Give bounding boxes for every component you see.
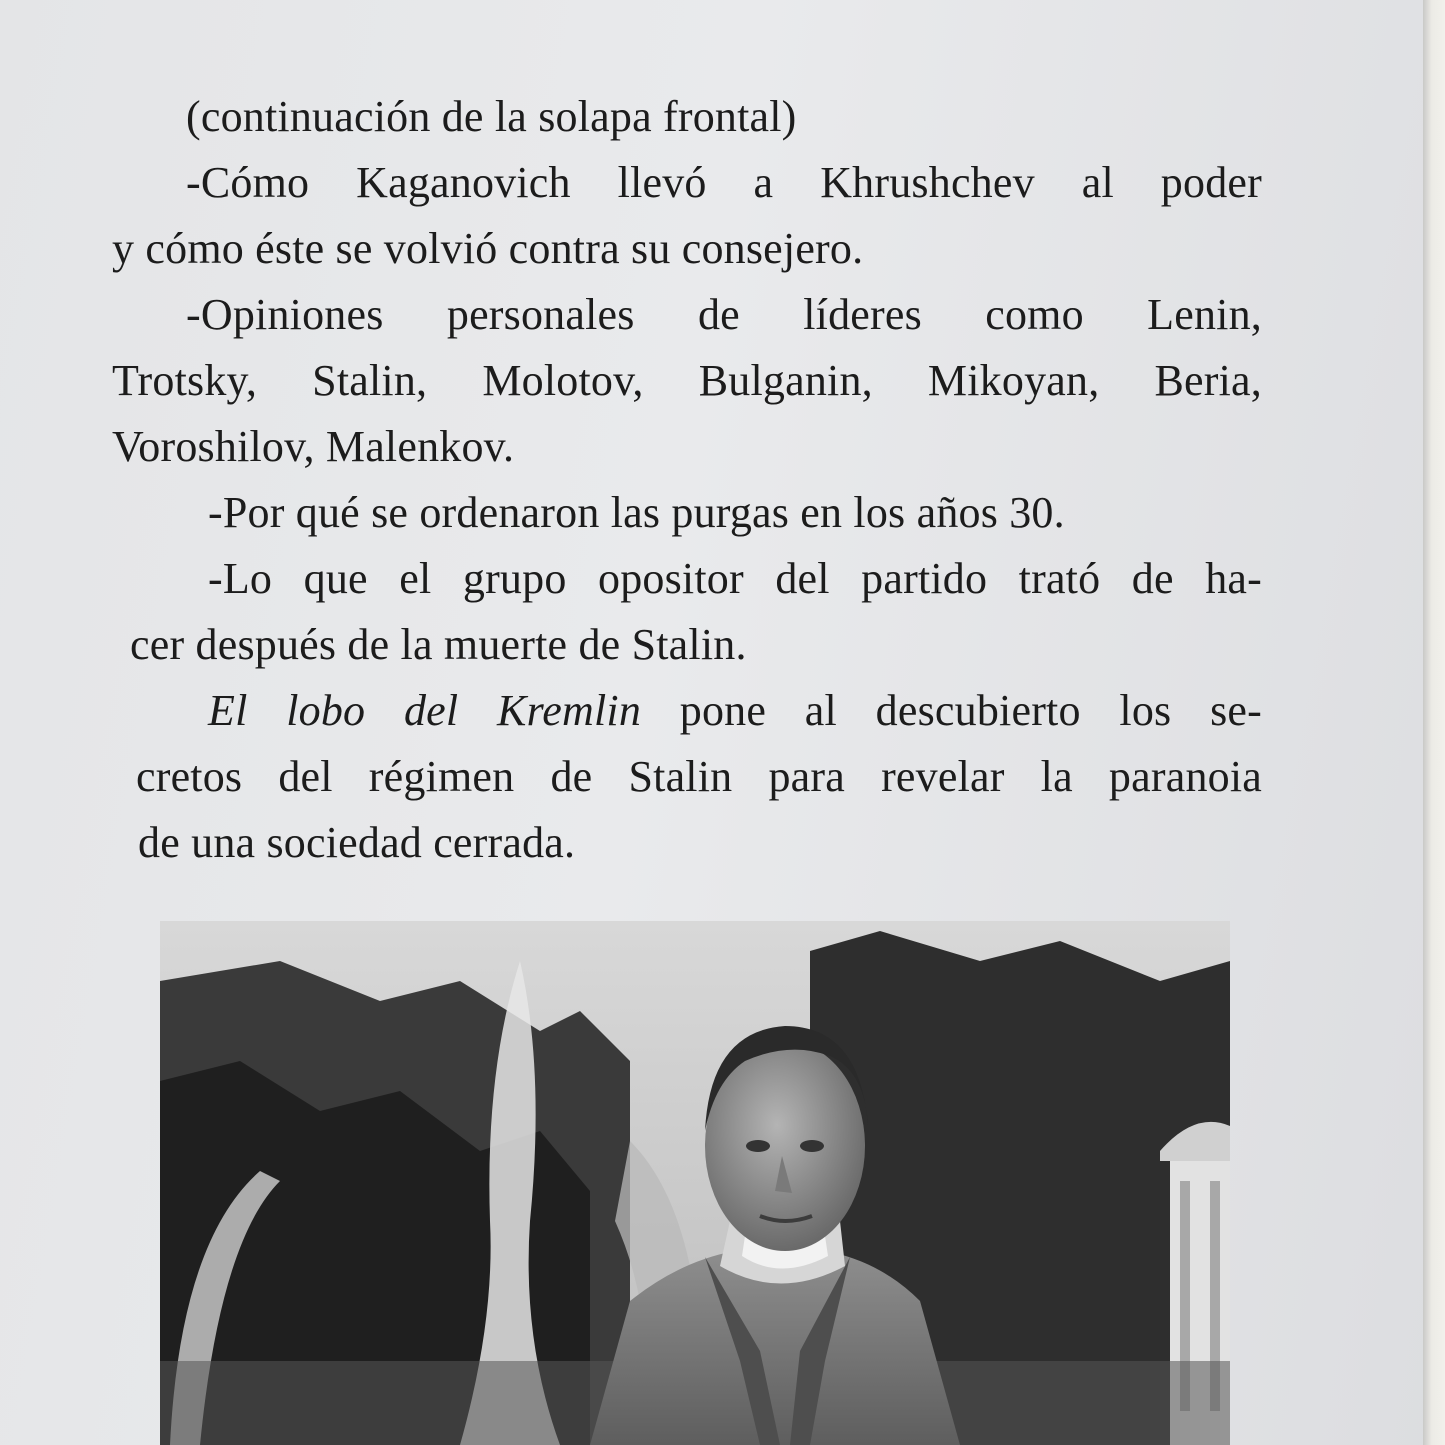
page-edge <box>1423 0 1445 1445</box>
item-opiniones-line-1: -Opiniones personales de líderes como Lenin, <box>186 290 1262 339</box>
closing-line-1 <box>112 678 1262 744</box>
flap-text <box>112 84 1262 876</box>
continuation-note: (continuación de la solapa frontal) <box>186 92 797 141</box>
item-grupo-line-2: cer después de la muerte de Stalin. <box>130 620 747 669</box>
author-photo-image <box>160 921 1230 1445</box>
item-purgas-line-1: -Por qué se ordenaron las purgas en los años 30. <box>208 488 1065 537</box>
book-title: El lobo del Kremlin <box>208 686 642 735</box>
closing-line-1-rest: pone al descubierto los se- <box>641 686 1262 735</box>
closing-line-3: de una sociedad cerrada. <box>138 818 576 867</box>
item-kaganovich-line-1: -Cómo Kaganovich llevó a Khrushchev al poder <box>186 158 1262 207</box>
closing-line-2: cretos del régimen de Stalin para revelar la paranoia <box>136 752 1262 801</box>
item-kaganovich-line-2: y cómo éste se volvió contra su consejero. <box>112 224 864 273</box>
author-photo <box>160 921 1230 1445</box>
item-opiniones-line-3: Voroshilov, Malenkov. <box>112 422 515 471</box>
item-grupo-line-1: -Lo que el grupo opositor del partido trató de ha- <box>208 554 1262 603</box>
item-opiniones-line-2: Trotsky, Stalin, Molotov, Bulganin, Mikoyan, Beria, <box>112 356 1262 405</box>
